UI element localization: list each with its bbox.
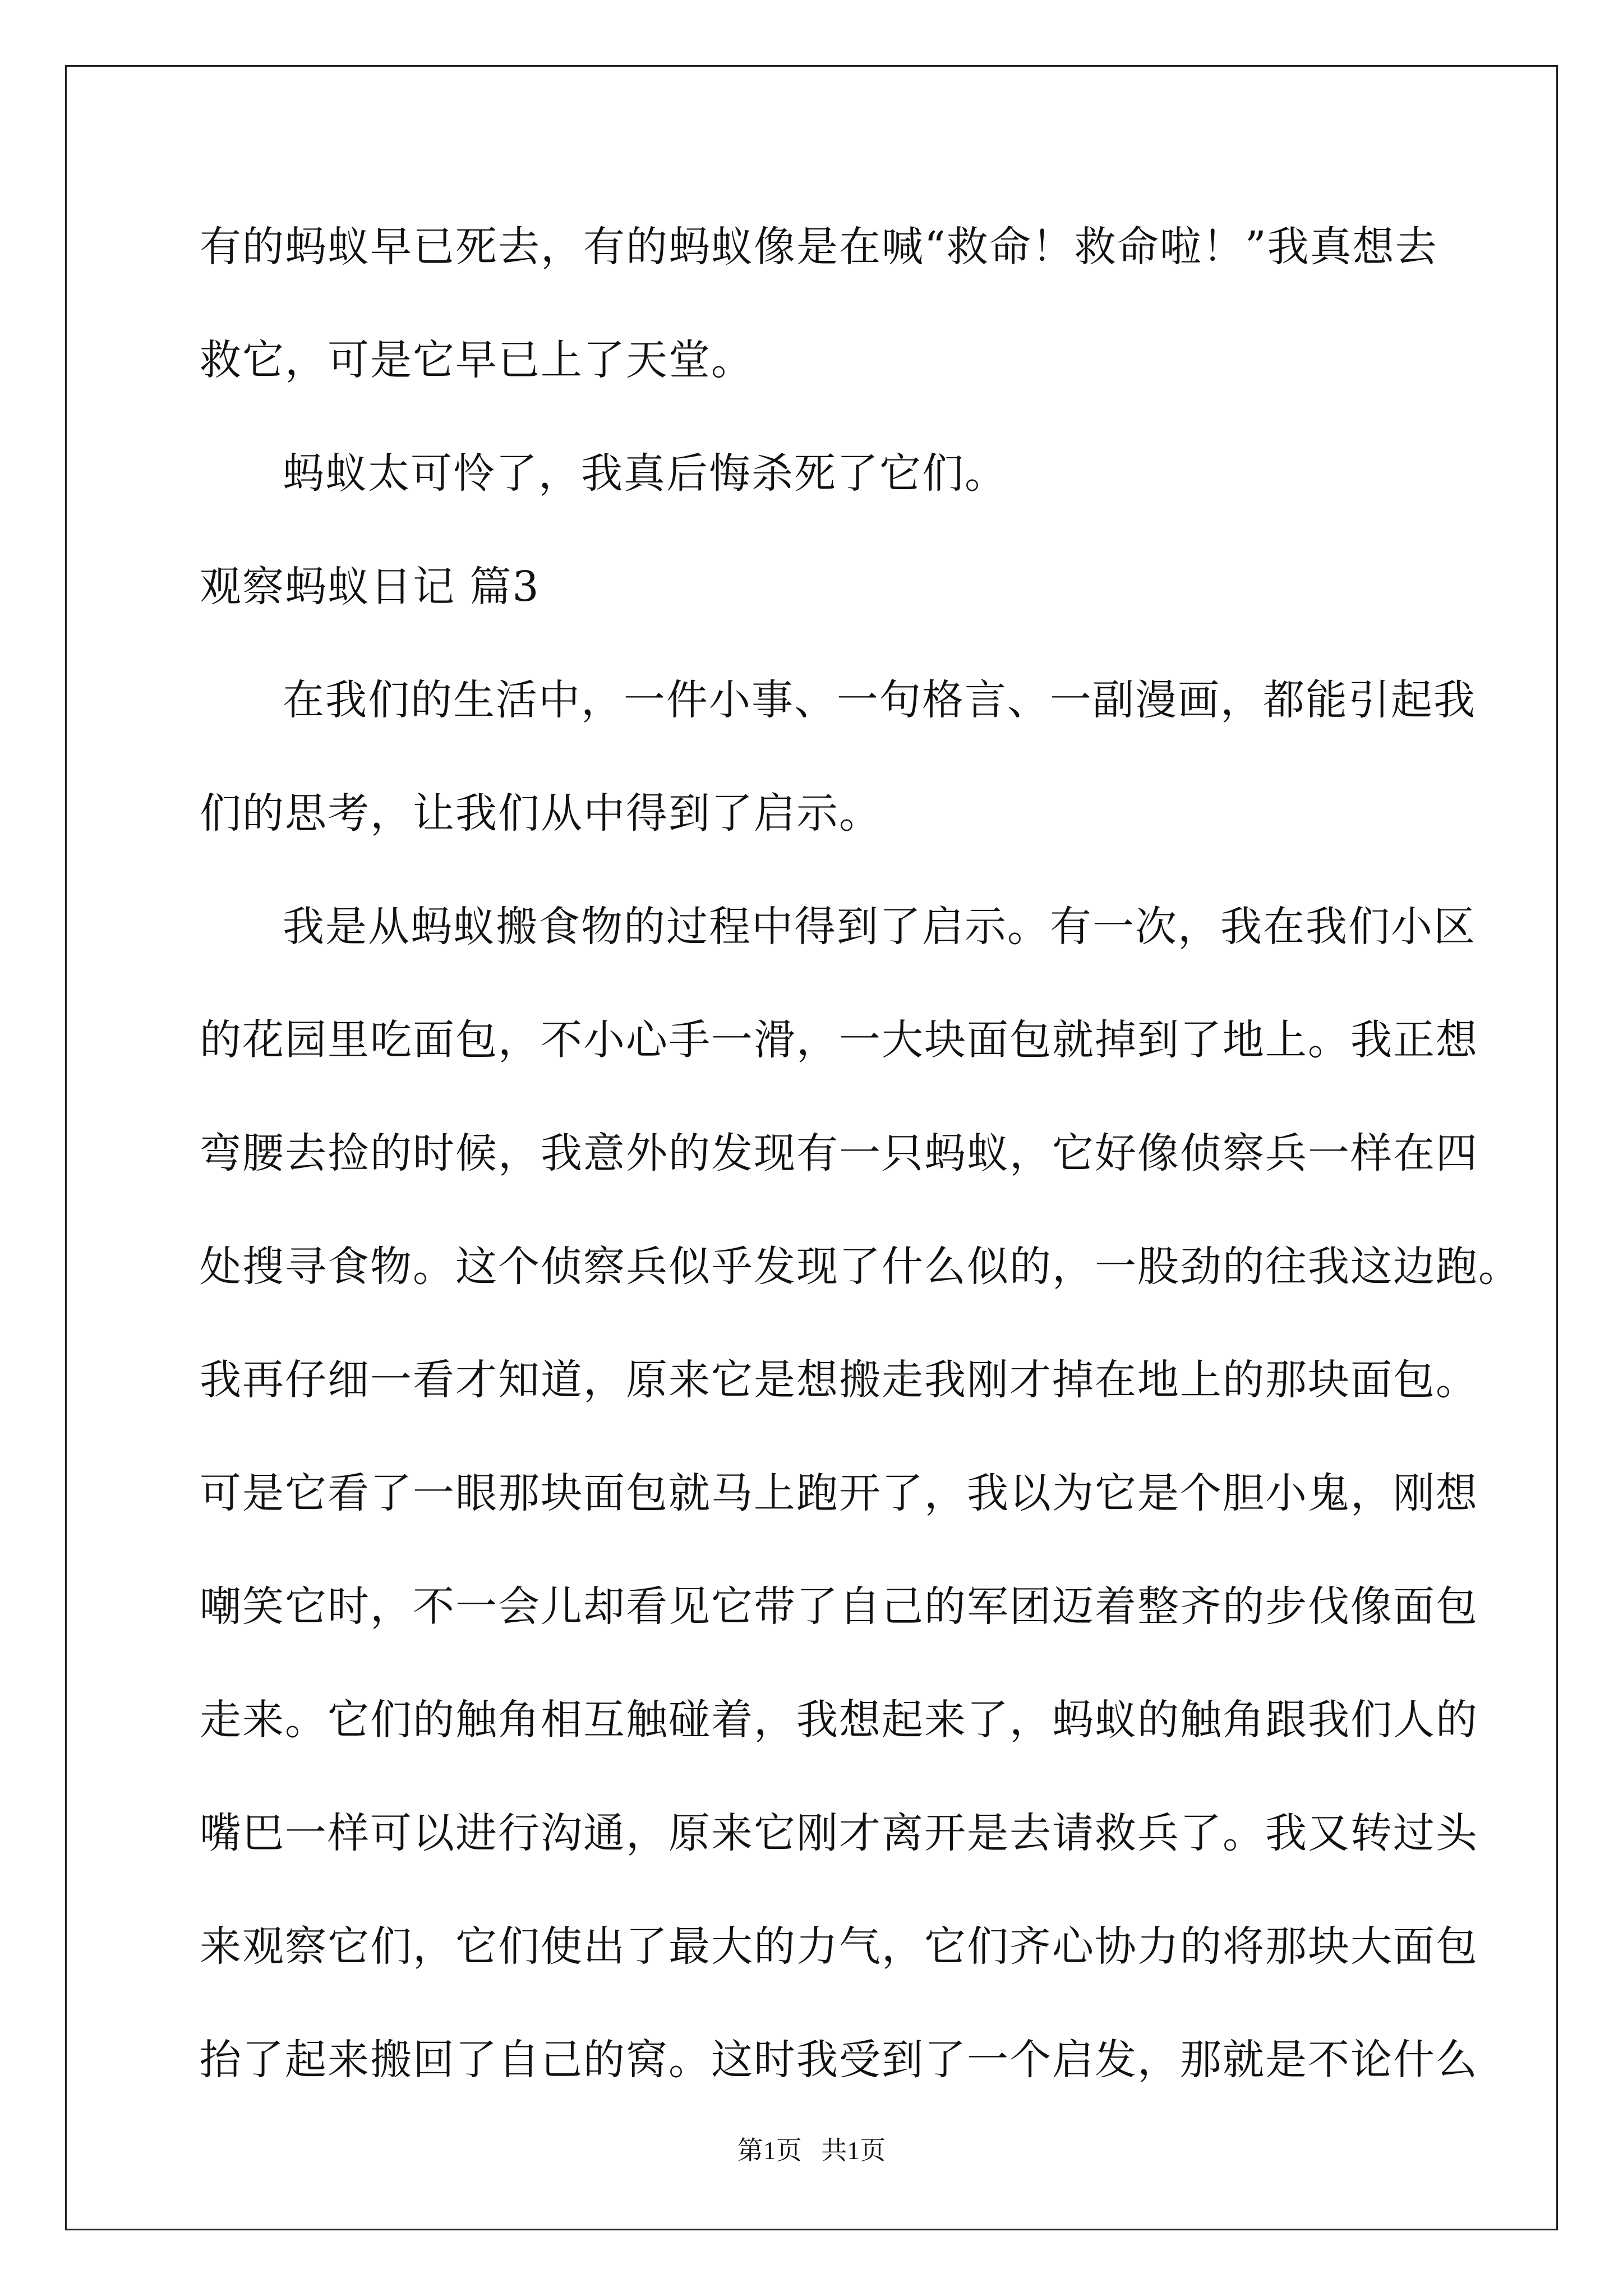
text-line: 我再仔细一看才知道，原来它是想搬走我刚才掉在地上的那块面包。 xyxy=(200,1356,1478,1404)
text-line: 嘲笑它时，不一会儿却看见它带了自己的军团迈着整齐的步伐像面包 xyxy=(200,1582,1478,1631)
document-body xyxy=(200,219,1521,2145)
text-line: 救它，可是它早已上了天堂。 xyxy=(200,336,754,384)
page-number-footer: 第1页 共1页 xyxy=(737,2136,886,2165)
text-line: 们的思考，让我们从中得到了启示。 xyxy=(200,789,882,838)
text-line: 的花园里吃面包，不小心手一滑，一大块面包就掉到了地上。我正想 xyxy=(200,1016,1478,1064)
paragraph-start: 蚂蚁太可怜了，我真后悔杀死了它们。 xyxy=(283,449,1007,498)
section-heading: 观察蚂蚁日记 篇3 xyxy=(200,563,540,611)
text-line: 可是它看了一眼那块面包就马上跑开了，我以为它是个胆小鬼，刚想 xyxy=(200,1469,1478,1517)
text-line: 抬了起来搬回了自己的窝。这时我受到了一个启发，那就是不论什么 xyxy=(200,2036,1478,2084)
text-line: 走来。它们的触角相互触碰着，我想起来了，蚂蚁的触角跟我们人的 xyxy=(200,1696,1478,1744)
text-line: 处搜寻食物。这个侦察兵似乎发现了什么似的，一股劲的往我这边跑。 xyxy=(200,1243,1521,1291)
text-line: 来观察它们，它们使出了最大的力气，它们齐心协力的将那块大面包 xyxy=(200,1922,1478,1971)
paragraph-start: 我是从蚂蚁搬食物的过程中得到了启示。有一次，我在我们小区 xyxy=(283,903,1476,951)
text-line: 弯腰去捡的时候，我意外的发现有一只蚂蚁，它好像侦察兵一样在四 xyxy=(200,1129,1478,1177)
paragraph-start: 在我们的生活中，一件小事、一句格言、一副漫画，都能引起我 xyxy=(283,676,1476,724)
text-line: 有的蚂蚁早已死去，有的蚂蚁像是在喊“救命！救命啦！”我真想去 xyxy=(200,223,1438,271)
text-line: 嘴巴一样可以进行沟通，原来它刚才离开是去请救兵了。我又转过头 xyxy=(200,1809,1478,1857)
